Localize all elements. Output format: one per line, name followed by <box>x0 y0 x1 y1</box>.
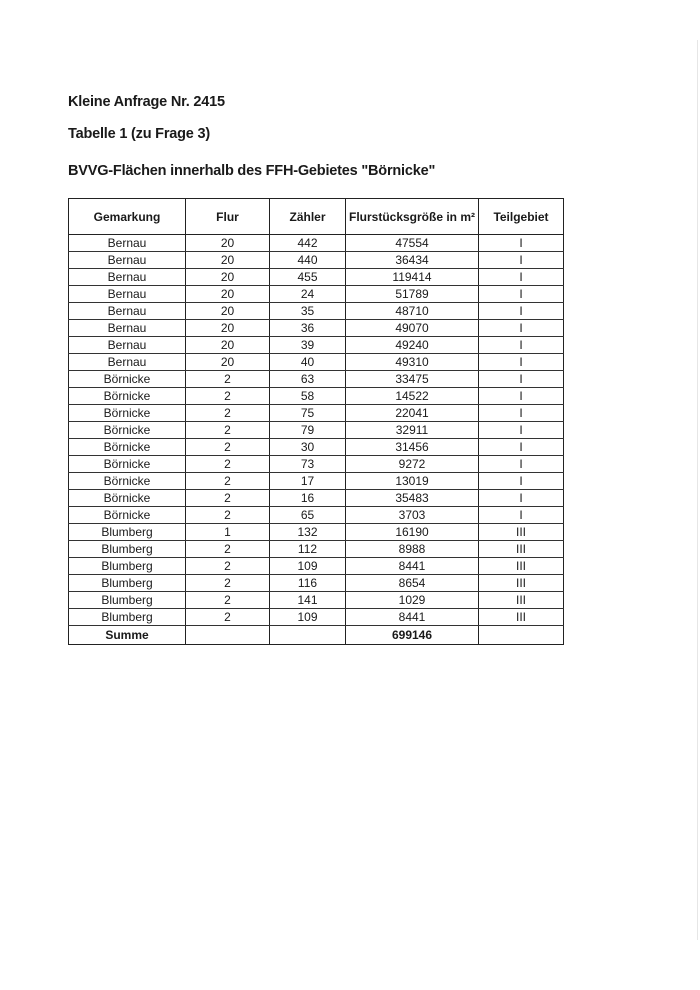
cell-teilgebiet: I <box>479 354 564 371</box>
cell-flur: 20 <box>186 252 270 269</box>
table-row <box>69 422 564 439</box>
cell-gemarkung: Bernau <box>69 235 186 252</box>
cell-flurstuecksgroesse: 48710 <box>346 303 479 320</box>
table-row <box>69 235 564 252</box>
cell-gemarkung: Börnicke <box>69 507 186 524</box>
cell-flurstuecksgroesse: 35483 <box>346 490 479 507</box>
table-row <box>69 609 564 626</box>
header-teilgebiet: Teilgebiet <box>479 199 564 235</box>
summary-total: 699146 <box>346 626 479 645</box>
cell-teilgebiet: III <box>479 558 564 575</box>
table-row <box>69 320 564 337</box>
cell-flurstuecksgroesse: 14522 <box>346 388 479 405</box>
cell-flur: 2 <box>186 473 270 490</box>
cell-flurstuecksgroesse: 8988 <box>346 541 479 558</box>
cell-flur: 2 <box>186 541 270 558</box>
cell-gemarkung: Bernau <box>69 303 186 320</box>
cell-zaehler: 116 <box>270 575 346 592</box>
cell-flurstuecksgroesse: 51789 <box>346 286 479 303</box>
cell-flur: 2 <box>186 388 270 405</box>
cell-flur: 2 <box>186 422 270 439</box>
cell-flur: 2 <box>186 507 270 524</box>
cell-gemarkung: Börnicke <box>69 473 186 490</box>
parcel-table <box>68 198 564 645</box>
table-row <box>69 507 564 524</box>
table-row <box>69 269 564 286</box>
header-flurstuecksgroesse: Flurstücksgröße in m² <box>346 199 479 235</box>
cell-flur: 20 <box>186 286 270 303</box>
cell-gemarkung: Börnicke <box>69 388 186 405</box>
cell-flur: 20 <box>186 320 270 337</box>
header-gemarkung: Gemarkung <box>69 199 186 235</box>
cell-gemarkung: Blumberg <box>69 524 186 541</box>
table-row <box>69 354 564 371</box>
table-row <box>69 490 564 507</box>
summary-empty-flur <box>186 626 270 645</box>
cell-teilgebiet: I <box>479 371 564 388</box>
cell-teilgebiet: I <box>479 320 564 337</box>
cell-gemarkung: Blumberg <box>69 558 186 575</box>
cell-flurstuecksgroesse: 1029 <box>346 592 479 609</box>
cell-flurstuecksgroesse: 22041 <box>346 405 479 422</box>
cell-teilgebiet: I <box>479 269 564 286</box>
cell-flur: 2 <box>186 575 270 592</box>
cell-teilgebiet: I <box>479 252 564 269</box>
cell-flur: 20 <box>186 235 270 252</box>
cell-flur: 2 <box>186 558 270 575</box>
cell-flur: 20 <box>186 354 270 371</box>
table-header-row <box>69 199 564 235</box>
cell-gemarkung: Börnicke <box>69 371 186 388</box>
cell-zaehler: 24 <box>270 286 346 303</box>
table-row <box>69 371 564 388</box>
cell-gemarkung: Börnicke <box>69 456 186 473</box>
cell-flurstuecksgroesse: 13019 <box>346 473 479 490</box>
table-row <box>69 541 564 558</box>
cell-flurstuecksgroesse: 36434 <box>346 252 479 269</box>
table-row <box>69 286 564 303</box>
cell-gemarkung: Bernau <box>69 320 186 337</box>
cell-gemarkung: Bernau <box>69 337 186 354</box>
cell-zaehler: 39 <box>270 337 346 354</box>
cell-gemarkung: Blumberg <box>69 592 186 609</box>
header-flur: Flur <box>186 199 270 235</box>
cell-flurstuecksgroesse: 119414 <box>346 269 479 286</box>
cell-flur: 2 <box>186 439 270 456</box>
cell-zaehler: 58 <box>270 388 346 405</box>
cell-zaehler: 132 <box>270 524 346 541</box>
cell-flurstuecksgroesse: 47554 <box>346 235 479 252</box>
summary-empty-teilgebiet <box>479 626 564 645</box>
cell-gemarkung: Bernau <box>69 354 186 371</box>
cell-flur: 2 <box>186 405 270 422</box>
cell-flur: 2 <box>186 609 270 626</box>
cell-gemarkung: Börnicke <box>69 422 186 439</box>
cell-flur: 2 <box>186 592 270 609</box>
cell-zaehler: 109 <box>270 558 346 575</box>
cell-gemarkung: Bernau <box>69 286 186 303</box>
cell-zaehler: 36 <box>270 320 346 337</box>
cell-teilgebiet: I <box>479 286 564 303</box>
cell-flurstuecksgroesse: 49310 <box>346 354 479 371</box>
cell-teilgebiet: III <box>479 592 564 609</box>
cell-teilgebiet: III <box>479 575 564 592</box>
table-row <box>69 388 564 405</box>
document-subtitle: Tabelle 1 (zu Frage 3) <box>68 126 210 142</box>
table-row <box>69 524 564 541</box>
cell-zaehler: 442 <box>270 235 346 252</box>
table-row <box>69 473 564 490</box>
summary-label: Summe <box>69 626 186 645</box>
summary-empty-zaehler <box>270 626 346 645</box>
table-row <box>69 252 564 269</box>
cell-teilgebiet: III <box>479 541 564 558</box>
header-zaehler: Zähler <box>270 199 346 235</box>
cell-flurstuecksgroesse: 8441 <box>346 609 479 626</box>
cell-flurstuecksgroesse: 16190 <box>346 524 479 541</box>
cell-flurstuecksgroesse: 49240 <box>346 337 479 354</box>
cell-flurstuecksgroesse: 9272 <box>346 456 479 473</box>
cell-gemarkung: Blumberg <box>69 575 186 592</box>
cell-flurstuecksgroesse: 49070 <box>346 320 479 337</box>
cell-teilgebiet: I <box>479 456 564 473</box>
cell-teilgebiet: I <box>479 388 564 405</box>
table-row <box>69 439 564 456</box>
cell-flur: 20 <box>186 269 270 286</box>
cell-teilgebiet: III <box>479 524 564 541</box>
cell-teilgebiet: I <box>479 337 564 354</box>
document-title: Kleine Anfrage Nr. 2415 <box>68 94 225 110</box>
cell-zaehler: 455 <box>270 269 346 286</box>
table-row <box>69 592 564 609</box>
cell-flurstuecksgroesse: 33475 <box>346 371 479 388</box>
cell-zaehler: 141 <box>270 592 346 609</box>
table-body <box>69 235 564 626</box>
cell-flur: 2 <box>186 456 270 473</box>
cell-teilgebiet: I <box>479 439 564 456</box>
table-row <box>69 303 564 320</box>
cell-flurstuecksgroesse: 8441 <box>346 558 479 575</box>
cell-zaehler: 40 <box>270 354 346 371</box>
cell-zaehler: 79 <box>270 422 346 439</box>
cell-flurstuecksgroesse: 8654 <box>346 575 479 592</box>
cell-gemarkung: Börnicke <box>69 405 186 422</box>
cell-zaehler: 112 <box>270 541 346 558</box>
cell-teilgebiet: III <box>479 609 564 626</box>
cell-teilgebiet: I <box>479 235 564 252</box>
table-row <box>69 337 564 354</box>
cell-flur: 20 <box>186 337 270 354</box>
table-row <box>69 575 564 592</box>
cell-zaehler: 440 <box>270 252 346 269</box>
cell-zaehler: 35 <box>270 303 346 320</box>
cell-zaehler: 16 <box>270 490 346 507</box>
cell-gemarkung: Bernau <box>69 269 186 286</box>
cell-teilgebiet: I <box>479 405 564 422</box>
cell-flur: 1 <box>186 524 270 541</box>
table-row <box>69 456 564 473</box>
summary-row <box>69 626 564 645</box>
cell-flur: 20 <box>186 303 270 320</box>
cell-gemarkung: Blumberg <box>69 541 186 558</box>
table-caption: BVVG-Flächen innerhalb des FFH-Gebietes "Börnicke" <box>68 163 436 179</box>
cell-gemarkung: Blumberg <box>69 609 186 626</box>
cell-teilgebiet: I <box>479 473 564 490</box>
cell-gemarkung: Börnicke <box>69 439 186 456</box>
cell-flurstuecksgroesse: 3703 <box>346 507 479 524</box>
cell-zaehler: 63 <box>270 371 346 388</box>
cell-teilgebiet: I <box>479 422 564 439</box>
cell-flurstuecksgroesse: 31456 <box>346 439 479 456</box>
cell-zaehler: 73 <box>270 456 346 473</box>
cell-gemarkung: Börnicke <box>69 490 186 507</box>
cell-flurstuecksgroesse: 32911 <box>346 422 479 439</box>
table-row <box>69 405 564 422</box>
cell-zaehler: 75 <box>270 405 346 422</box>
cell-zaehler: 109 <box>270 609 346 626</box>
cell-teilgebiet: I <box>479 507 564 524</box>
cell-flur: 2 <box>186 490 270 507</box>
scan-edge-line <box>697 40 698 940</box>
cell-gemarkung: Bernau <box>69 252 186 269</box>
table-row <box>69 558 564 575</box>
cell-teilgebiet: I <box>479 303 564 320</box>
cell-teilgebiet: I <box>479 490 564 507</box>
cell-zaehler: 17 <box>270 473 346 490</box>
cell-zaehler: 65 <box>270 507 346 524</box>
cell-zaehler: 30 <box>270 439 346 456</box>
cell-flur: 2 <box>186 371 270 388</box>
